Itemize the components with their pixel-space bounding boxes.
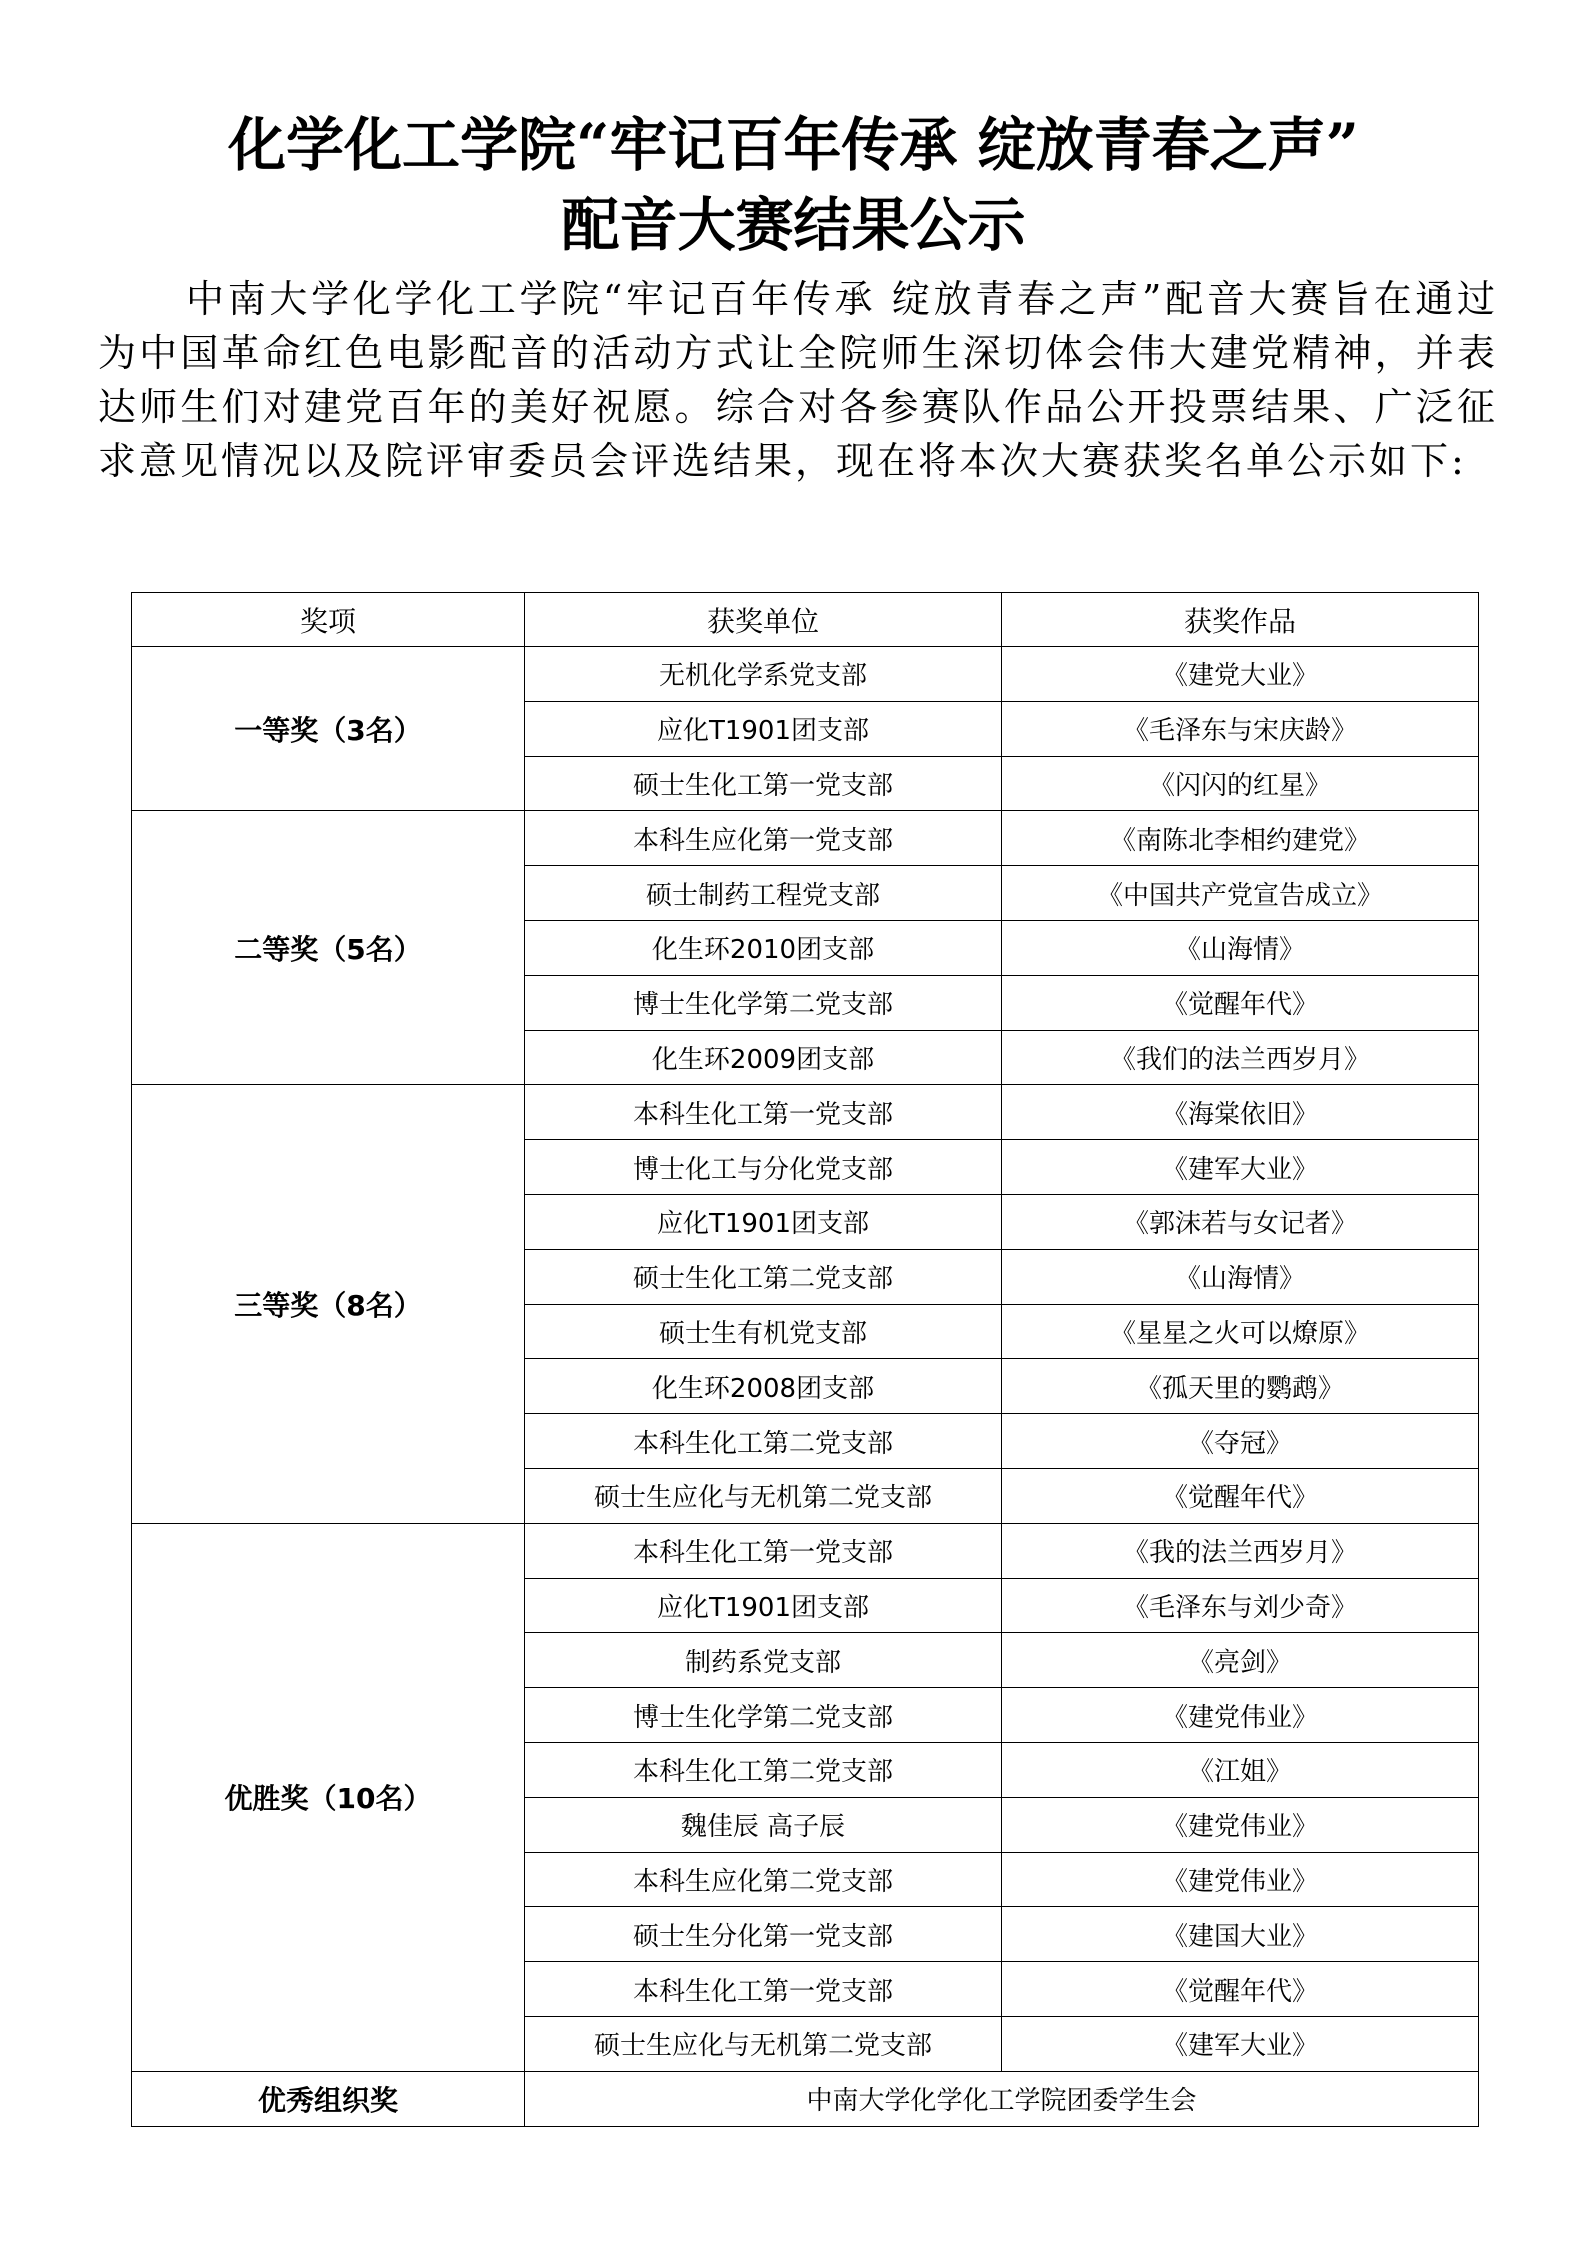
unit-cell: 应化T1901团支部 bbox=[525, 1194, 1002, 1249]
unit-cell: 制药系党支部 bbox=[525, 1633, 1002, 1688]
work-cell: 《南陈北李相约建党》 bbox=[1002, 811, 1479, 866]
unit-cell: 化生环2009团支部 bbox=[525, 1030, 1002, 1085]
header-prize: 奖项 bbox=[132, 593, 525, 647]
table-row bbox=[132, 811, 1479, 866]
work-cell: 《建党伟业》 bbox=[1002, 1797, 1479, 1852]
table-row bbox=[132, 1085, 1479, 1140]
work-cell: 《海棠依旧》 bbox=[1002, 1085, 1479, 1140]
unit-cell: 无机化学系党支部 bbox=[525, 647, 1002, 702]
unit-cell: 博士生化学第二党支部 bbox=[525, 1688, 1002, 1743]
work-cell: 《江姐》 bbox=[1002, 1742, 1479, 1797]
results-table bbox=[131, 592, 1479, 2127]
unit-cell: 本科生应化第二党支部 bbox=[525, 1852, 1002, 1907]
work-cell: 《山海情》 bbox=[1002, 1249, 1479, 1304]
intro-paragraph: 中南大学化学化工学院“牢记百年传承 绽放青春之声”配音大赛旨在通过为中国革命红色电影配音的活动方式让全院师生深切体会伟大建党精神，并表达师生们对建党百年的美好祝愿。综合对各参赛队作品公开投票结果、广泛征求意见情况以及院评审委员会评选结果，现在将本次大赛获奖名单公示如下: bbox=[98, 277, 1498, 483]
work-cell: 《建军大业》 bbox=[1002, 2016, 1479, 2071]
prize-cell-merit: 优胜奖（10名） bbox=[132, 1523, 525, 2071]
table-header-row bbox=[132, 593, 1479, 647]
unit-cell: 本科生化工第一党支部 bbox=[525, 1085, 1002, 1140]
work-cell: 《孤天里的鹦鹉》 bbox=[1002, 1359, 1479, 1414]
unit-cell: 应化T1901团支部 bbox=[525, 1578, 1002, 1633]
unit-cell: 本科生应化第一党支部 bbox=[525, 811, 1002, 866]
unit-cell: 硕士生化工第一党支部 bbox=[525, 756, 1002, 811]
header-work: 获奖作品 bbox=[1002, 593, 1479, 647]
work-cell: 《我们的法兰西岁月》 bbox=[1002, 1030, 1479, 1085]
prize-cell-second: 二等奖（5名） bbox=[132, 811, 525, 1085]
work-cell: 《建党伟业》 bbox=[1002, 1688, 1479, 1743]
work-cell: 《建党伟业》 bbox=[1002, 1852, 1479, 1907]
work-cell: 《建国大业》 bbox=[1002, 1907, 1479, 1962]
header-unit: 获奖单位 bbox=[525, 593, 1002, 647]
work-cell: 《山海情》 bbox=[1002, 920, 1479, 975]
unit-cell: 化生环2008团支部 bbox=[525, 1359, 1002, 1414]
unit-cell: 硕士生应化与无机第二党支部 bbox=[525, 2016, 1002, 2071]
organization-unit-cell: 中南大学化学化工学院团委学生会 bbox=[525, 2071, 1479, 2126]
table-row bbox=[132, 1523, 1479, 1578]
work-cell: 《觉醒年代》 bbox=[1002, 1468, 1479, 1523]
unit-cell: 本科生化工第二党支部 bbox=[525, 1742, 1002, 1797]
prize-cell-organization: 优秀组织奖 bbox=[132, 2071, 525, 2126]
unit-cell: 硕士生分化第一党支部 bbox=[525, 1907, 1002, 1962]
work-cell: 《我的法兰西岁月》 bbox=[1002, 1523, 1479, 1578]
prize-cell-third: 三等奖（8名） bbox=[132, 1085, 525, 1523]
unit-cell: 化生环2010团支部 bbox=[525, 920, 1002, 975]
unit-cell: 博士生化学第二党支部 bbox=[525, 975, 1002, 1030]
table-row-organization-award bbox=[132, 2071, 1479, 2126]
unit-cell: 本科生化工第一党支部 bbox=[525, 1962, 1002, 2017]
work-cell: 《毛泽东与宋庆龄》 bbox=[1002, 701, 1479, 756]
work-cell: 《觉醒年代》 bbox=[1002, 975, 1479, 1030]
unit-cell: 本科生化工第二党支部 bbox=[525, 1414, 1002, 1469]
title-line-1: 化学化工学院“牢记百年传承 绽放青春之声” bbox=[228, 111, 1359, 179]
work-cell: 《建军大业》 bbox=[1002, 1140, 1479, 1195]
prize-cell-first: 一等奖（3名） bbox=[132, 647, 525, 811]
work-cell: 《毛泽东与刘少奇》 bbox=[1002, 1578, 1479, 1633]
work-cell: 《星星之火可以燎原》 bbox=[1002, 1304, 1479, 1359]
work-cell: 《亮剑》 bbox=[1002, 1633, 1479, 1688]
title-line-2: 配音大赛结果公示 bbox=[561, 191, 1026, 259]
work-cell: 《建党大业》 bbox=[1002, 647, 1479, 702]
unit-cell: 本科生化工第一党支部 bbox=[525, 1523, 1002, 1578]
unit-cell: 魏佳辰 高子辰 bbox=[525, 1797, 1002, 1852]
unit-cell: 硕士生有机党支部 bbox=[525, 1304, 1002, 1359]
work-cell: 《觉醒年代》 bbox=[1002, 1962, 1479, 2017]
unit-cell: 硕士生应化与无机第二党支部 bbox=[525, 1468, 1002, 1523]
table-row bbox=[132, 647, 1479, 702]
work-cell: 《夺冠》 bbox=[1002, 1414, 1479, 1469]
work-cell: 《中国共产党宣告成立》 bbox=[1002, 866, 1479, 921]
unit-cell: 硕士生化工第二党支部 bbox=[525, 1249, 1002, 1304]
work-cell: 《闪闪的红星》 bbox=[1002, 756, 1479, 811]
work-cell: 《郭沫若与女记者》 bbox=[1002, 1194, 1479, 1249]
unit-cell: 博士化工与分化党支部 bbox=[525, 1140, 1002, 1195]
unit-cell: 硕士制药工程党支部 bbox=[525, 866, 1002, 921]
unit-cell: 应化T1901团支部 bbox=[525, 701, 1002, 756]
